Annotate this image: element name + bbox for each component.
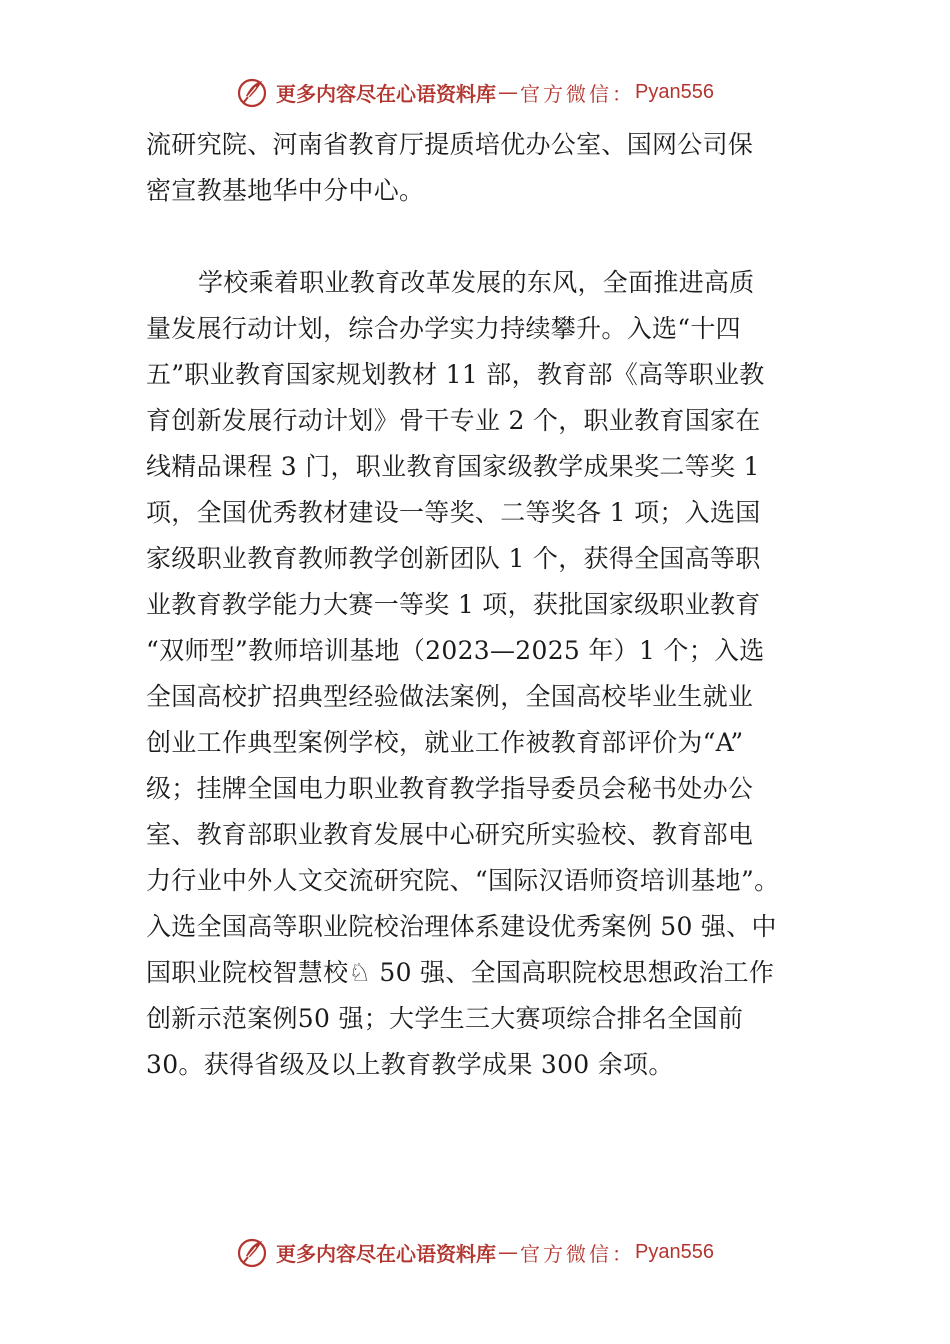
text-line: 创业工作典型案例学校，就业工作被教育部评价为“A” <box>146 728 744 757</box>
text-line: 室、教育部职业教育发展中心研究所实验校、教育部电 <box>146 820 754 849</box>
header-wechat-id: Pyan556 <box>635 80 714 103</box>
text-line: 入选全国高等职业院校治理体系建设优秀案例 50 强、中 <box>146 912 777 941</box>
text-line: 全国高校扩招典型经验做法案例，全国高校毕业生就业 <box>146 682 754 711</box>
quill-heart-logo-icon <box>236 75 270 109</box>
quill-heart-logo-icon <box>236 1235 270 1269</box>
text-line: 五”职业教育国家规划教材 11 部，教育部《高等职业教 <box>146 360 765 389</box>
text-line: 线精品课程 3 门，职业教育国家级教学成果奖二等奖 1 <box>146 452 760 481</box>
text-line: 力行业中外人文交流研究院、“国际汉语师资培训基地”。 <box>146 866 780 895</box>
text-line: 学校乘着职业教育改革发展的东风，全面推进高质 <box>198 268 755 297</box>
header-banner <box>0 72 950 112</box>
paragraph-1 <box>146 122 810 214</box>
header-official-label: 官方微信： <box>520 81 636 106</box>
text-line: 创新示范案例50 强；大学生三大赛项综合排名全国前 <box>146 1004 744 1033</box>
header-dash: — <box>498 80 519 104</box>
footer-wechat-id: Pyan556 <box>635 1240 714 1263</box>
text-line: 量发展行动计划，综合办学实力持续攀升。入选“十四 <box>146 314 741 343</box>
footer-dash: — <box>498 1240 519 1264</box>
text-line: 流研究院、河南省教育厅提质培优办公室、国网公司保 <box>146 130 754 159</box>
text-line: “双师型”教师培训基地（2023—2025 年）1 个；入选 <box>146 636 765 665</box>
header-brand-text: 更多内容尽在心语资料库 <box>276 81 497 106</box>
text-line: 密宣教基地华中分中心。 <box>146 176 425 205</box>
text-line: 育创新发展行动计划》骨干专业 2 个，职业教育国家在 <box>146 406 761 435</box>
text-line: 国职业院校智慧校♘ 50 强、全国高职院校思想政治工作 <box>146 958 775 987</box>
text-line: 30。获得省级及以上教育教学成果 300 余项。 <box>146 1050 674 1079</box>
text-line: 项，全国优秀教材建设一等奖、二等奖各 1 项；入选国 <box>146 498 761 527</box>
footer-brand-text: 更多内容尽在心语资料库 <box>276 1241 497 1266</box>
footer-banner <box>0 1232 950 1272</box>
text-line: 家级职业教育教师教学创新团队 1 个，获得全国高等职 <box>146 544 761 573</box>
text-line: 业教育教学能力大赛一等奖 1 项，获批国家级职业教育 <box>146 590 761 619</box>
footer-official-label: 官方微信： <box>520 1241 636 1266</box>
document-body <box>146 122 810 1088</box>
text-line: 级；挂牌全国电力职业教育教学指导委员会秘书处办公 <box>146 774 754 803</box>
paragraph-2 <box>146 260 810 1088</box>
paragraph-gap <box>146 214 810 260</box>
